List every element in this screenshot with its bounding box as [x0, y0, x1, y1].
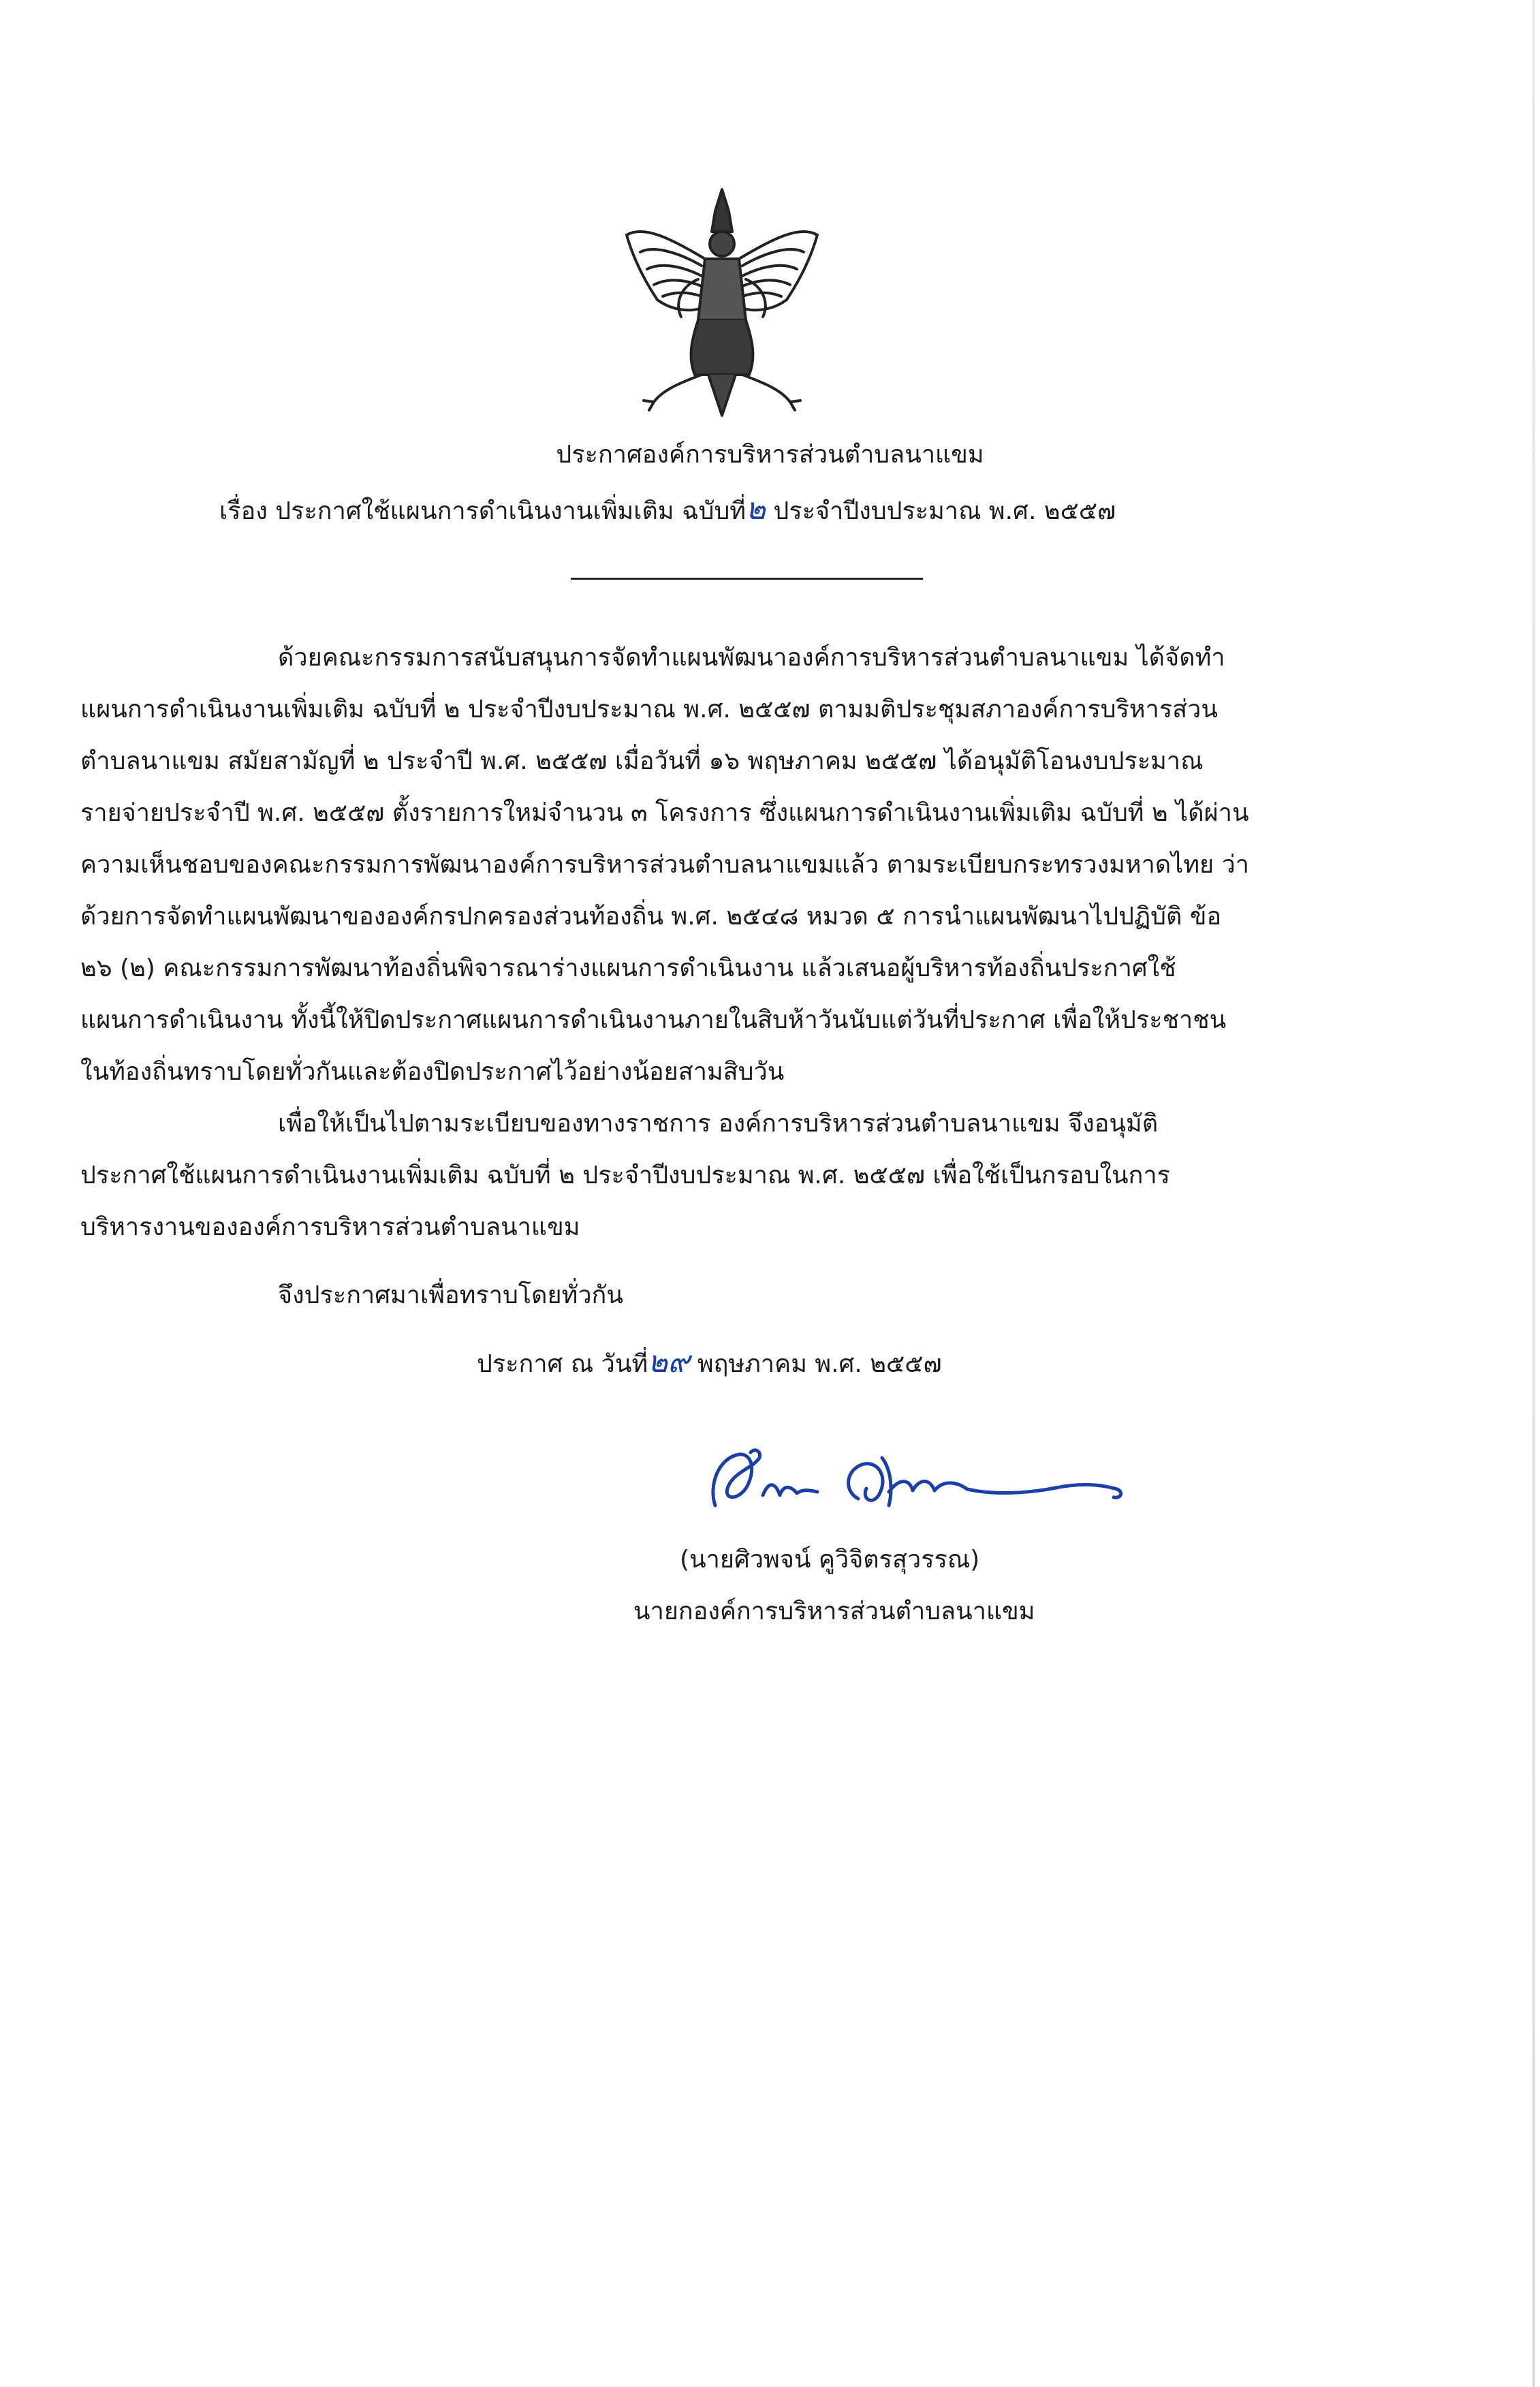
body-line: แผนการดำเนินงาน ทั้งนี้ให้ปิดประกาศแผนการดำเนินงานภายในสิบห้าวันนับแต่วันที่ประกาศ เพื่อให้ประชาชน — [80, 1006, 1227, 1034]
body-line: ตำบลนาแขม สมัยสามัญที่ ๒ ประจำปี พ.ศ. ๒๕๕๗ เมื่อวันที่ ๑๖ พฤษภาคม ๒๕๕๗ ได้อนุมัติโอนงบประมาณ — [80, 747, 1204, 775]
subject-suffix: ประจำปีงบประมาณ พ.ศ. ๒๕๕๗ — [766, 497, 1116, 525]
date-day-handwritten: ๒๙ — [648, 1345, 690, 1379]
body-line: ด้วยคณะกรรมการสนับสนุนการจัดทำแผนพัฒนาองค์การบริหารส่วนตำบลนาแขม ได้จัดทำ — [278, 644, 1225, 672]
body-line: แผนการดำเนินงานเพิ่มเติม ฉบับที่ ๒ ประจำปีงบประมาณ พ.ศ. ๒๕๕๗ ตามมติประชุมสภาองค์การบริหารส่วน — [80, 696, 1218, 723]
body-line: ประกาศใช้แผนการดำเนินงานเพิ่มเติม ฉบับที่ ๒ ประจำปีงบประมาณ พ.ศ. ๒๕๕๗ เพื่อใช้เป็นกรอบในการ — [80, 1161, 1171, 1189]
garuda-emblem-icon — [616, 184, 828, 419]
announcement-date — [477, 1347, 942, 1377]
title-underline — [571, 578, 923, 580]
handwritten-signature — [688, 1431, 1137, 1526]
date-prefix: ประกาศ ณ วันที่ — [477, 1350, 648, 1378]
body-line: บริหารงานขององค์การบริหารส่วนตำบลนาแขม — [80, 1213, 580, 1241]
announcement-title: ประกาศองค์การบริหารส่วนตำบลนาแขม — [556, 441, 984, 469]
signatory-position: นายกองค์การบริหารส่วนตำบลนาแขม — [633, 1597, 1035, 1625]
body-line: เพื่อให้เป็นไปตามระเบียบของทางราชการ องค์การบริหารส่วนตำบลนาแขม จึงอนุมัติ — [278, 1110, 1159, 1138]
body-line: ในท้องถิ่นทราบโดยทั่วกันและต้องปิดประกาศไว้อย่างน้อยสามสิบวัน — [80, 1058, 785, 1086]
closing-line: จึงประกาศมาเพื่อทราบโดยทั่วกัน — [278, 1281, 623, 1309]
page-edge — [1533, 0, 1535, 2387]
subject-number-handwritten: ๒ — [746, 492, 766, 527]
body-line: รายจ่ายประจำปี พ.ศ. ๒๕๕๗ ตั้งรายการใหม่จำนวน ๓ โครงการ ซึ่งแผนการดำเนินงานเพิ่มเติม ฉบับที่ ๒ ได้ผ่าน — [80, 799, 1249, 827]
date-suffix: พฤษภาคม พ.ศ. ๒๕๕๗ — [689, 1350, 942, 1378]
body-line: ด้วยการจัดทำแผนพัฒนาขององค์กรปกครองส่วนท้องถิ่น พ.ศ. ๒๕๔๘ หมวด ๕ การนำแผนพัฒนาไปปฏิบัติ ข้อ — [80, 903, 1222, 931]
announcement-subject — [219, 492, 1116, 527]
signatory-name: (นายศิวพจน์ คูวิจิตรสุวรรณ) — [680, 1546, 980, 1574]
body-line: ๒๖ (๒) คณะกรรมการพัฒนาท้องถิ่นพิจารณาร่างแผนการดำเนินงาน แล้วเสนอผู้บริหารท้องถิ่นประกาศใช้ — [80, 954, 1176, 982]
body-line: ความเห็นชอบของคณะกรรมการพัฒนาองค์การบริหารส่วนตำบลนาแขมแล้ว ตามระเบียบกระทรวงมหาดไทย ว่า — [80, 851, 1250, 879]
subject-prefix: เรื่อง ประกาศใช้แผนการดำเนินงานเพิ่มเติม ฉบับที่ — [219, 497, 747, 525]
